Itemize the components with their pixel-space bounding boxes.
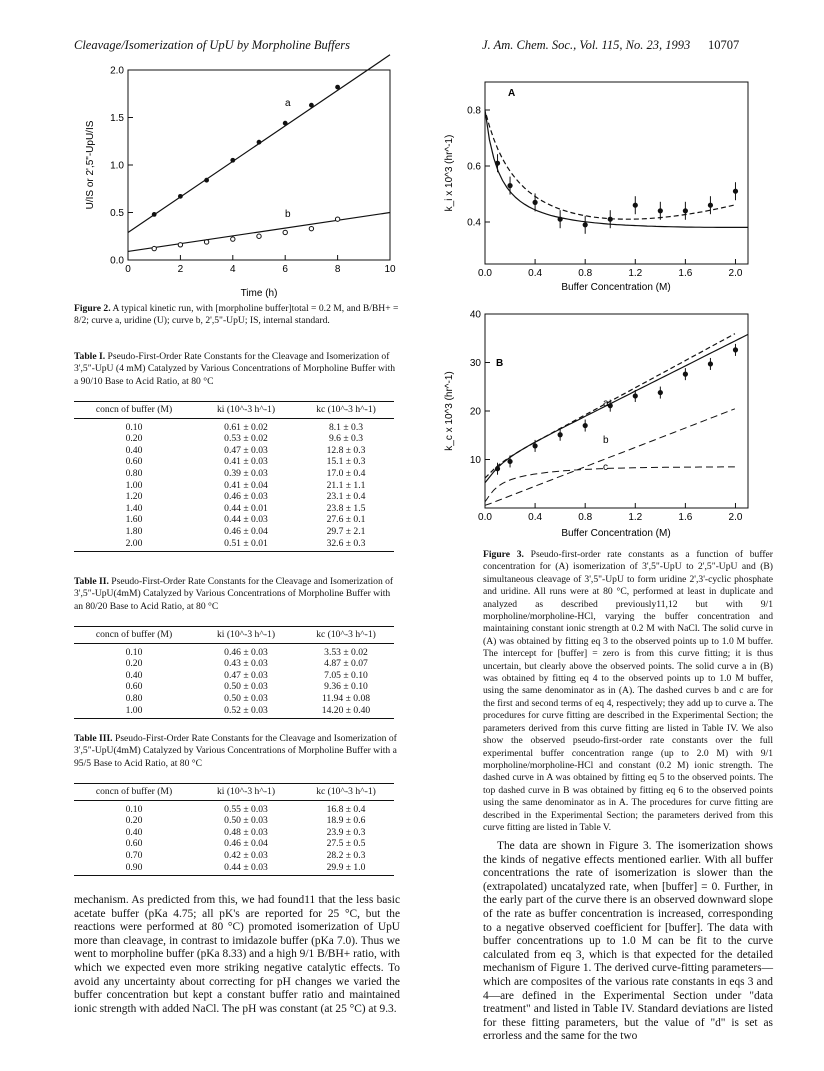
fig2-point-a — [230, 158, 235, 163]
table-cell: 21.1 ± 1.1 — [326, 479, 366, 491]
table-2-title — [74, 576, 400, 613]
fig3b-point — [558, 432, 563, 437]
table-cell: 23.9 ± 0.3 — [326, 826, 366, 838]
table-3-label: Table III. — [74, 733, 113, 744]
fig2-point-b — [309, 226, 313, 230]
fig2-point-a — [309, 103, 314, 108]
table-cell: 0.46 ± 0.04 — [224, 838, 268, 850]
table-cell: 0.44 ± 0.03 — [224, 514, 268, 526]
fig3b-y-axis-label: k_c x 10^3 (hr^-1) — [444, 371, 455, 451]
fig3a-point — [608, 217, 613, 222]
fig3a-point — [583, 222, 588, 227]
table-cell: 0.70 — [125, 849, 143, 861]
x-tick-label: 0.8 — [578, 512, 593, 523]
table-cell: 0.60 — [125, 456, 143, 468]
fig2-point-a — [152, 212, 157, 217]
fig3a-point — [633, 203, 638, 208]
table-cell: 16.8 ± 0.4 — [326, 803, 366, 815]
table-3-header-cell: concn of buffer (M) — [74, 784, 194, 801]
table-cell: 29.7 ± 2.1 — [326, 525, 366, 537]
fig3b-frame — [485, 314, 748, 508]
x-tick-label: 0 — [125, 264, 131, 275]
table-cell: 0.47 ± 0.03 — [224, 669, 268, 681]
table-cell: 0.20 — [125, 815, 143, 827]
table-3-title-text: Pseudo-First-Order Rate Constants for the Cleavage and Isomerization of 3',5"-UpU(4mM) Catalyzed by Various Concentrations of Morpholine Buffer with a 95/5 Base to Acid Ratio, at 80 °C — [74, 733, 397, 769]
y-tick-label: 1.0 — [110, 160, 124, 172]
table-cell: 1.80 — [125, 525, 143, 537]
y-tick-label: 0.6 — [467, 161, 481, 173]
table-cell: 15.1 ± 0.3 — [326, 456, 366, 468]
table-cell: 0.20 — [125, 658, 143, 670]
table-cell: 12.8 ± 0.3 — [326, 444, 366, 456]
fig2-point-b — [335, 217, 339, 221]
y-tick-label: 0.5 — [110, 208, 124, 219]
fig3b-curve-label-c: c — [603, 462, 608, 473]
table-2-header-row — [74, 627, 394, 644]
table-row — [74, 514, 394, 526]
x-tick-label: 0.4 — [528, 268, 543, 279]
x-tick-label: 8 — [334, 264, 341, 275]
x-tick-label: 2 — [177, 264, 184, 275]
table-3-header-row — [74, 784, 394, 801]
y-tick-label: 0.4 — [467, 217, 481, 229]
table-1-header-row — [74, 402, 394, 419]
table-cell: 0.60 — [125, 681, 143, 693]
table-cell: 0.60 — [125, 838, 143, 850]
table-row — [74, 480, 394, 492]
table-cell: 0.41 ± 0.04 — [224, 479, 268, 491]
table-row — [74, 538, 394, 552]
table-cell: 0.46 ± 0.04 — [224, 525, 268, 537]
fig3b-panel-label: B — [496, 358, 504, 369]
right-paragraph: The data are shown in Figure 3. The isomerization shows the kinds of negative effects mentioned earlier. With all buffer concentrations the rate of isomerization is slower than the (extrapolated) uncatalyzed rate, when [buffer] = 0. Further, in the early part of the curve there is an observed downward slope of the rate as buffer concentration is increased, corresponding to a negative observed coefficient for [buffer]. The data with buffer concentrations up to 1.0 M can be fit to the curve calculated from eq 3, which is that expected for the detailed mechanism of Figure 1. The derived curve-fitting parameters—which are composites of the various rate constants in eqs 3 and 4—are defined in the Experimental Section under "data treatment" and listed in Table IV. Standard deviations are listed for these fitting parameters, but the value of "d" is set as errorless and the same for the two — [483, 840, 773, 1043]
table-cell: 23.1 ± 0.4 — [326, 491, 366, 503]
fig3b-curve-label-a: a — [603, 398, 609, 409]
table-cell: 7.05 ± 0.10 — [324, 669, 368, 681]
fig3a-frame — [485, 82, 748, 264]
table-cell: 1.40 — [125, 502, 143, 514]
table-cell: 0.43 ± 0.03 — [224, 658, 268, 670]
table-cell: 0.10 — [125, 803, 143, 815]
fig2-y-axis-label: U/IS or 2',5"-UpU/IS — [85, 120, 96, 210]
table-cell: 0.80 — [125, 467, 143, 479]
table-cell: 0.80 — [125, 692, 143, 704]
table-cell: 9.6 ± 0.3 — [328, 433, 364, 445]
table-row — [74, 468, 394, 480]
table-2-header-cell: concn of buffer (M) — [74, 627, 194, 644]
table-cell: 18.9 ± 0.6 — [326, 815, 366, 827]
table-2-header-cell: ki (10^-3 h^-1) — [194, 627, 298, 644]
fig3a-point — [733, 189, 738, 194]
figure-2-caption-text: A typical kinetic run, with [morpholine buffer]total = 0.2 M, and B/BH+ = 8/2; curve a, uridine (U); curve b, 2',5"-UpU; IS, internal standard. — [74, 303, 399, 327]
table-cell: 0.90 — [74, 862, 194, 876]
table-row — [74, 850, 394, 862]
fig2-curve-label-a: a — [285, 98, 291, 109]
table-1-label: Table I. — [74, 351, 106, 362]
table-row — [74, 658, 394, 670]
table-3-header-cell: ki (10^-3 h^-1) — [194, 784, 298, 801]
table-cell: 17.0 ± 0.4 — [326, 467, 366, 479]
figure-2-caption-label: Figure 2. — [74, 303, 111, 314]
fig3b-x-axis-label: Buffer Concentration (M) — [561, 528, 671, 539]
table-cell: 14.20 ± 0.40 — [298, 705, 394, 719]
table-row — [74, 693, 394, 705]
figure-3b-chart — [440, 304, 780, 544]
fig3b-point — [683, 372, 688, 377]
table-cell: 0.50 ± 0.03 — [224, 681, 268, 693]
table-cell: 27.6 ± 0.1 — [326, 514, 366, 526]
table-cell: 1.00 — [74, 705, 194, 719]
table-row — [74, 503, 394, 515]
table-cell: 1.20 — [125, 491, 143, 503]
table-cell: 11.94 ± 0.08 — [321, 692, 371, 704]
x-tick-label: 1.2 — [628, 268, 643, 279]
fig2-point-a — [178, 194, 183, 199]
table-cell: 9.36 ± 0.10 — [324, 681, 368, 693]
table-cell: 0.44 ± 0.03 — [194, 862, 298, 876]
table-row — [74, 643, 394, 658]
fig2-x-axis-label: Time (h) — [240, 288, 278, 299]
table-cell: 0.50 ± 0.03 — [224, 692, 268, 704]
fig3b-point — [532, 443, 537, 448]
table-3 — [74, 783, 394, 876]
figure-3-caption-label: Figure 3. — [483, 549, 524, 560]
table-cell: 0.44 ± 0.01 — [224, 502, 268, 514]
fig3b-point — [708, 361, 713, 366]
fig3a-y-axis-label: k_i x 10^3 (hr^-1) — [444, 134, 455, 212]
fig2-fit-line-b — [128, 213, 390, 252]
page-number: 10707 — [708, 38, 740, 52]
y-tick-label: 0.8 — [467, 105, 481, 117]
table-cell: 8.1 ± 0.3 — [328, 421, 364, 433]
running-header-journal: J. Am. Chem. Soc., Vol. 115, No. 23, 1993 — [482, 38, 691, 52]
fig3b-curve-label-b: b — [603, 435, 609, 446]
table-1-body — [74, 418, 394, 552]
figure-2-chart — [80, 60, 410, 300]
table-3-title — [74, 733, 400, 770]
table-cell: 29.9 ± 1.0 — [298, 862, 394, 876]
fig3a-point — [558, 217, 563, 222]
table-row — [74, 705, 394, 719]
y-tick-label: 20 — [469, 406, 481, 418]
table-cell: 0.42 ± 0.03 — [224, 849, 268, 861]
table-cell: 3.53 ± 0.02 — [324, 646, 368, 658]
y-tick-label: 40 — [469, 309, 481, 321]
table-row — [74, 838, 394, 850]
table-row — [74, 433, 394, 445]
fig2-point-b — [152, 246, 156, 250]
fig2-point-b — [231, 237, 235, 241]
table-1-title — [74, 351, 400, 388]
table-cell: 0.20 — [125, 433, 143, 445]
table-cell: 0.40 — [125, 826, 143, 838]
x-tick-label: 4 — [230, 264, 236, 275]
fig2-point-b — [283, 230, 287, 234]
table-cell: 0.48 ± 0.03 — [224, 826, 268, 838]
table-cell: 23.8 ± 1.5 — [326, 502, 366, 514]
fig3a-x-axis-label: Buffer Concentration (M) — [561, 282, 671, 293]
table-row — [74, 418, 394, 433]
x-tick-label: 10 — [384, 264, 396, 275]
table-1-header-cell: concn of buffer (M) — [74, 402, 194, 419]
figure-3-caption — [483, 549, 773, 834]
table-2-body — [74, 643, 394, 719]
fig3b-dashed-curve-c — [485, 467, 735, 502]
x-tick-label: 2.0 — [728, 268, 743, 279]
table-cell: 1.60 — [125, 514, 143, 526]
table-cell: 0.53 ± 0.02 — [224, 433, 268, 445]
x-tick-label: 0.0 — [478, 512, 492, 523]
table-cell: 0.61 ± 0.02 — [224, 421, 268, 433]
table-cell: 0.10 — [125, 421, 143, 433]
fig2-curve-label-b: b — [285, 209, 291, 220]
table-cell: 0.47 ± 0.03 — [224, 444, 268, 456]
table-cell: 4.87 ± 0.07 — [324, 658, 368, 670]
x-tick-label: 6 — [282, 264, 288, 275]
table-cell: 2.00 — [74, 538, 194, 552]
figure-3-caption-text: Pseudo-first-order rate constants as a function of buffer concentration for (A) isomerization of 3',5"-UpU to 2',5"-UpU and (B) simultaneous cleavage of 3',5"-UpU to form uridine 2',3'-cyclic phosphate and uridine. All runs were at 80 °C, performed at least in duplicate and analyzed as described previously11,12 but with 9/1 morpholine/morpholine-HCl, varying the buffer concentration and maintaining constant ionic strength at 0.2 M with NaCl. The solid curve in (A) was obtained by fitting eq 3 to the observed points up to 1.0 M buffer. The intercept for [buffer] = zero is from this curve fitting; it is thus uncertain, but clearly above the observed points. The solid curve a in (B) was obtained by fitting eq 4 to the observed points up to 1.0 M buffer, using the same denominator as in (A). The dashed curves b and c are for the first and second terms of eq 4, respectively; they add up to curve a. The procedures for curve fitting are described in the Experimental Section; the parameters derived from this curve fitting are listed in Table IV. We also show the observed pseudo-first-order rate constants over the full experimental buffer concentration range (up to 2.0 M) with 9/1 morpholine/morpholine-HCl and constant (0.2 M) ionic strength. The dashed curve in A was obtained by fitting eq 5 to the observed points. The top dashed curve in B was obtained by fitting eq 6 to the observed points using the same denominator as in A. The procedures for curve fitting are described in the Experimental Section; the parameters derived from this curve fitting are listed in Table V. — [483, 549, 773, 833]
fig3a-point — [683, 208, 688, 213]
left-paragraph: mechanism. As predicted from this, we had found11 that the less basic acetate buffer (pKa 4.75; all pK's are reported for 25 °C, but the reactions were performed at 80 °C) promoted isomerization of UpU more than cleavage, in contrast to imidazole buffer (pKa 7.0). Thus we went to morpholine buffer (pKa 8.33) and a high 9/1 B/BH+ ratio, with which we expected even more striking negative catalytic effects. To avoid any uncertainty about correcting for pH changes we varied the buffer concentration but kept a constant buffer ratio and maintained ionic strength with added NaCl. The pH was constant (at 25 °C) at 9.3. — [74, 894, 400, 1015]
table-row — [74, 815, 394, 827]
table-1 — [74, 401, 394, 552]
table-row — [74, 526, 394, 538]
table-cell: 28.2 ± 0.3 — [326, 849, 366, 861]
table-cell: 1.00 — [125, 479, 143, 491]
left-column-body-text — [74, 894, 400, 1016]
fig3b-point — [658, 390, 663, 395]
table-row — [74, 827, 394, 839]
figure-3a-chart — [440, 70, 780, 300]
fig3a-panel-label: A — [508, 88, 516, 99]
fig3a-point — [495, 161, 500, 166]
x-tick-label: 0.4 — [528, 512, 543, 523]
table-1-title-text: Pseudo-First-Order Rate Constants for the Cleavage and Isomerization of 3',5"-UpU (4 mM) Catalyzed by Various Concentrations of Morpholine Buffer with a 90/10 Base to Acid Ratio, at 80 °C — [74, 351, 396, 387]
table-cell: 0.40 — [125, 669, 143, 681]
table-cell: 0.46 ± 0.03 — [224, 491, 268, 503]
y-tick-label: 2.0 — [110, 65, 124, 77]
y-tick-label: 0.0 — [110, 255, 124, 267]
fig3b-solid-curve-a — [485, 334, 748, 482]
table-cell: 0.41 ± 0.03 — [224, 456, 268, 468]
fig3a-point — [532, 200, 537, 205]
x-tick-label: 2.0 — [728, 512, 743, 523]
figure-2-caption — [74, 303, 400, 328]
x-tick-label: 1.6 — [678, 268, 693, 279]
table-row — [74, 445, 394, 457]
table-2-label: Table II. — [74, 576, 109, 587]
fig3b-point — [495, 466, 500, 471]
fig3b-point — [583, 423, 588, 428]
table-cell: 0.51 ± 0.01 — [194, 538, 298, 552]
table-row — [74, 681, 394, 693]
fig2-point-a — [204, 178, 209, 183]
table-cell: 0.39 ± 0.03 — [224, 467, 268, 479]
table-cell: 0.52 ± 0.03 — [194, 705, 298, 719]
x-tick-label: 0.8 — [578, 268, 593, 279]
y-tick-label: 1.5 — [110, 113, 124, 124]
table-1-header-cell: ki (10^-3 h^-1) — [194, 402, 298, 419]
table-row — [74, 456, 394, 468]
table-cell: 0.50 ± 0.03 — [224, 815, 268, 827]
table-cell: 0.46 ± 0.03 — [224, 646, 268, 658]
fig3a-solid-fit-curve — [485, 110, 748, 227]
table-row — [74, 670, 394, 682]
table-3-header-cell: kc (10^-3 h^-1) — [298, 784, 394, 801]
fig2-point-b — [204, 240, 208, 244]
fig2-point-b — [178, 243, 182, 247]
fig3a-point — [708, 203, 713, 208]
fig2-point-b — [257, 234, 261, 238]
fig3b-point — [633, 393, 638, 398]
x-tick-label: 1.2 — [628, 512, 643, 523]
table-1-header-cell: kc (10^-3 h^-1) — [298, 402, 394, 419]
fig3b-dashed-curve-b — [485, 409, 735, 506]
table-cell: 32.6 ± 0.3 — [298, 538, 394, 552]
y-tick-label: 10 — [469, 455, 481, 466]
table-row — [74, 800, 394, 815]
fig2-point-a — [335, 85, 340, 90]
table-cell: 27.5 ± 0.5 — [326, 838, 366, 850]
fig2-point-a — [283, 121, 288, 126]
table-cell: 0.40 — [125, 444, 143, 456]
fig2-point-a — [257, 140, 262, 145]
table-row — [74, 491, 394, 503]
table-2 — [74, 626, 394, 719]
fig3a-point — [658, 208, 663, 213]
table-2-title-text: Pseudo-First-Order Rate Constants for the Cleavage and Isomerization of 3',5"-UpU(4mM) Catalyzed by Various Concentrations of Morpholine Buffer with an 80/20 Base to Acid Ratio, at 80 °C — [74, 576, 394, 612]
running-header-title: Cleavage/Isomerization of UpU by Morpholine Buffers — [74, 38, 351, 52]
x-tick-label: 0.0 — [478, 268, 492, 279]
table-cell: 0.55 ± 0.03 — [224, 803, 268, 815]
x-tick-label: 1.6 — [678, 512, 693, 523]
table-cell: 0.10 — [125, 646, 143, 658]
table-2-header-cell: kc (10^-3 h^-1) — [298, 627, 394, 644]
y-tick-label: 30 — [469, 358, 481, 369]
fig3b-point — [507, 459, 512, 464]
table-row — [74, 862, 394, 876]
fig3b-point — [733, 347, 738, 352]
fig3a-point — [507, 183, 512, 188]
right-column-body-text — [483, 840, 773, 1044]
table-3-body — [74, 800, 394, 876]
